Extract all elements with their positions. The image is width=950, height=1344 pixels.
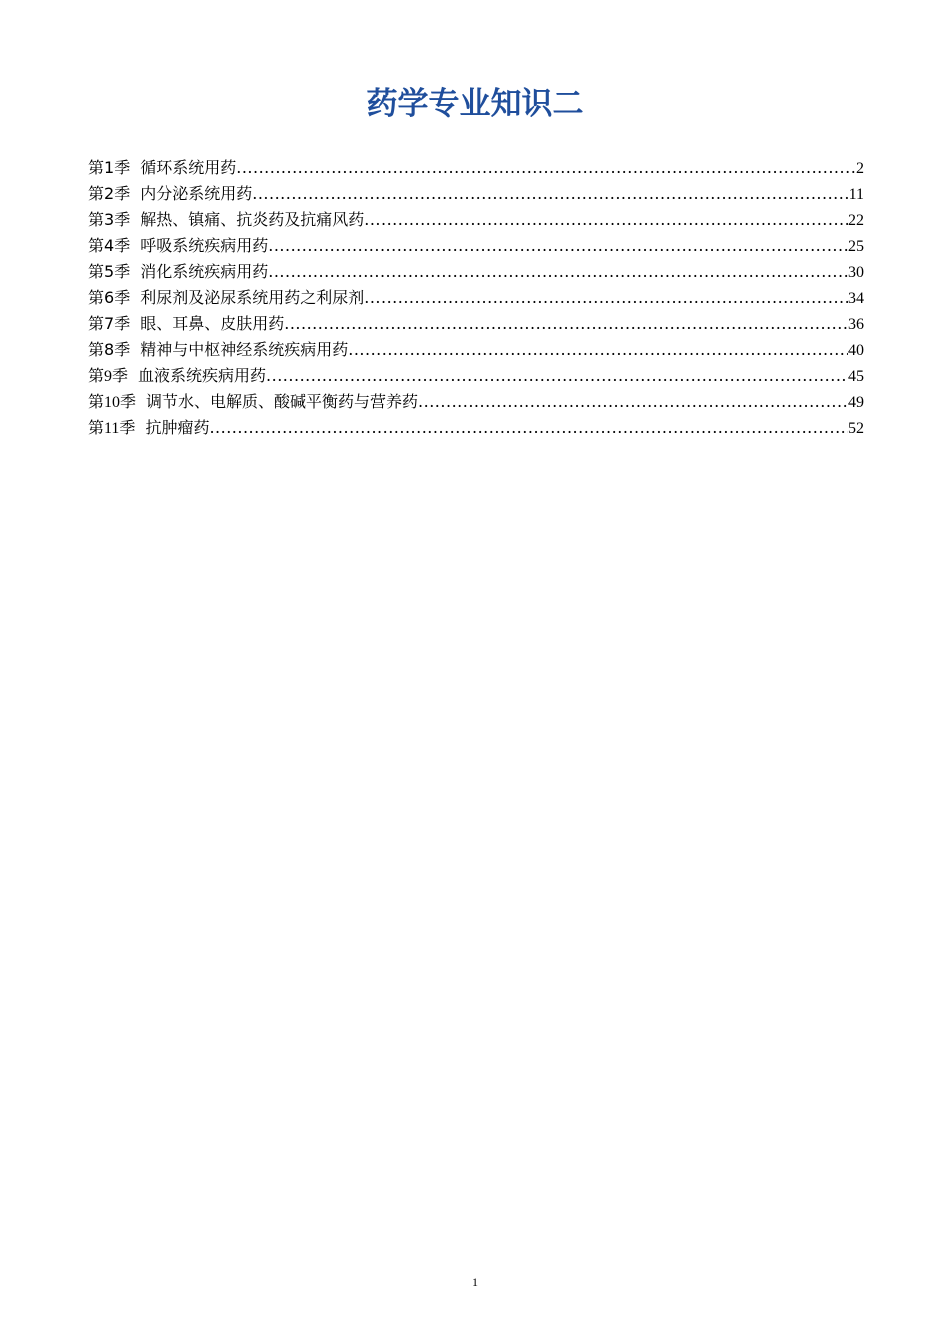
toc-number: 8 (104, 340, 115, 359)
toc-title: 血液系统疾病用药 (138, 366, 267, 385)
toc-entry-label (88, 233, 268, 259)
toc-prefix: 第 (88, 418, 105, 437)
toc-entry-1[interactable] (88, 155, 864, 181)
toc-leader-dots (268, 233, 848, 259)
toc-leader-dots (364, 285, 848, 311)
toc-prefix: 第 (88, 392, 105, 411)
toc-prefix: 第 (88, 158, 105, 177)
toc-title: 精神与中枢神经系统疾病用药 (140, 340, 349, 359)
toc-suffix: 季 (112, 366, 129, 385)
toc-entry-9[interactable] (88, 363, 864, 389)
toc-entry-label (88, 285, 364, 311)
toc-suffix: 季 (114, 210, 131, 229)
toc-prefix: 第 (88, 314, 105, 333)
toc-number: 5 (104, 262, 115, 281)
toc-entry-label (88, 259, 268, 285)
toc-number: 1 (104, 158, 115, 177)
toc-entry-7[interactable] (88, 311, 864, 337)
toc-suffix: 季 (114, 314, 131, 333)
toc-entry-label (88, 415, 209, 441)
toc-prefix: 第 (88, 236, 105, 255)
toc-page-number: 2 (856, 160, 864, 177)
toc-suffix: 季 (114, 158, 131, 177)
toc-entry-3[interactable] (88, 207, 864, 233)
toc-prefix: 第 (88, 262, 105, 281)
toc-number: 7 (104, 314, 115, 333)
toc-page-number: 25 (848, 238, 864, 255)
toc-leader-dots (364, 207, 848, 233)
toc-leader-dots (418, 389, 848, 415)
toc-suffix: 季 (119, 418, 136, 437)
toc-entry-label (88, 389, 418, 415)
toc-suffix: 季 (114, 288, 131, 307)
toc-page-number: 11 (848, 186, 864, 203)
toc-leader-dots (252, 181, 848, 207)
toc-entry-label (88, 311, 284, 337)
table-of-contents (88, 155, 864, 441)
toc-entry-label (88, 337, 348, 363)
toc-title: 眼、耳鼻、皮肤用药 (140, 314, 285, 333)
toc-entry-label (88, 155, 236, 181)
toc-number: 4 (104, 236, 115, 255)
toc-title: 循环系统用药 (140, 158, 237, 177)
toc-leader-dots (236, 155, 856, 181)
toc-number: 3 (104, 210, 115, 229)
toc-page-number: 22 (848, 212, 864, 229)
toc-entry-label (88, 181, 252, 207)
page-number: 1 (472, 1275, 478, 1289)
toc-page-number: 34 (848, 290, 864, 307)
toc-prefix: 第 (88, 184, 105, 203)
toc-title: 呼吸系统疾病用药 (140, 236, 269, 255)
toc-leader-dots (209, 415, 848, 441)
toc-leader-dots (284, 311, 848, 337)
toc-page-number: 36 (848, 316, 864, 333)
toc-prefix: 第 (88, 366, 105, 385)
toc-prefix: 第 (88, 210, 105, 229)
toc-entry-4[interactable] (88, 233, 864, 259)
toc-leader-dots (266, 363, 848, 389)
toc-suffix: 季 (114, 236, 131, 255)
toc-prefix: 第 (88, 340, 105, 359)
toc-number: 10 (104, 394, 121, 411)
toc-entry-11[interactable] (88, 415, 864, 441)
toc-leader-dots (348, 337, 848, 363)
toc-suffix: 季 (120, 392, 137, 411)
toc-page-number: 30 (848, 264, 864, 281)
toc-entry-6[interactable] (88, 285, 864, 311)
toc-title: 利尿剂及泌尿系统用药之利尿剂 (140, 288, 365, 307)
toc-page-number: 49 (848, 394, 864, 411)
page-title: 药学专业知识二 (366, 86, 584, 122)
toc-suffix: 季 (114, 184, 131, 203)
toc-prefix: 第 (88, 288, 105, 307)
toc-page-number: 45 (848, 368, 864, 385)
toc-number: 11 (104, 420, 120, 437)
toc-title: 内分泌系统用药 (140, 184, 253, 203)
toc-entry-8[interactable] (88, 337, 864, 363)
toc-entry-label (88, 207, 364, 233)
toc-number: 9 (104, 368, 113, 385)
toc-entry-5[interactable] (88, 259, 864, 285)
toc-title: 调节水、电解质、酸碱平衡药与营养药 (146, 392, 419, 411)
toc-title: 抗肿瘤药 (145, 418, 210, 437)
toc-leader-dots (268, 259, 848, 285)
toc-suffix: 季 (114, 340, 131, 359)
toc-number: 2 (104, 184, 115, 203)
toc-entry-2[interactable] (88, 181, 864, 207)
toc-title: 消化系统疾病用药 (140, 262, 269, 281)
toc-entry-10[interactable] (88, 389, 864, 415)
toc-suffix: 季 (114, 262, 131, 281)
toc-page-number: 52 (848, 420, 864, 437)
toc-page-number: 40 (848, 342, 864, 359)
toc-title: 解热、镇痛、抗炎药及抗痛风药 (140, 210, 365, 229)
toc-number: 6 (104, 288, 115, 307)
toc-entry-label (88, 363, 266, 389)
